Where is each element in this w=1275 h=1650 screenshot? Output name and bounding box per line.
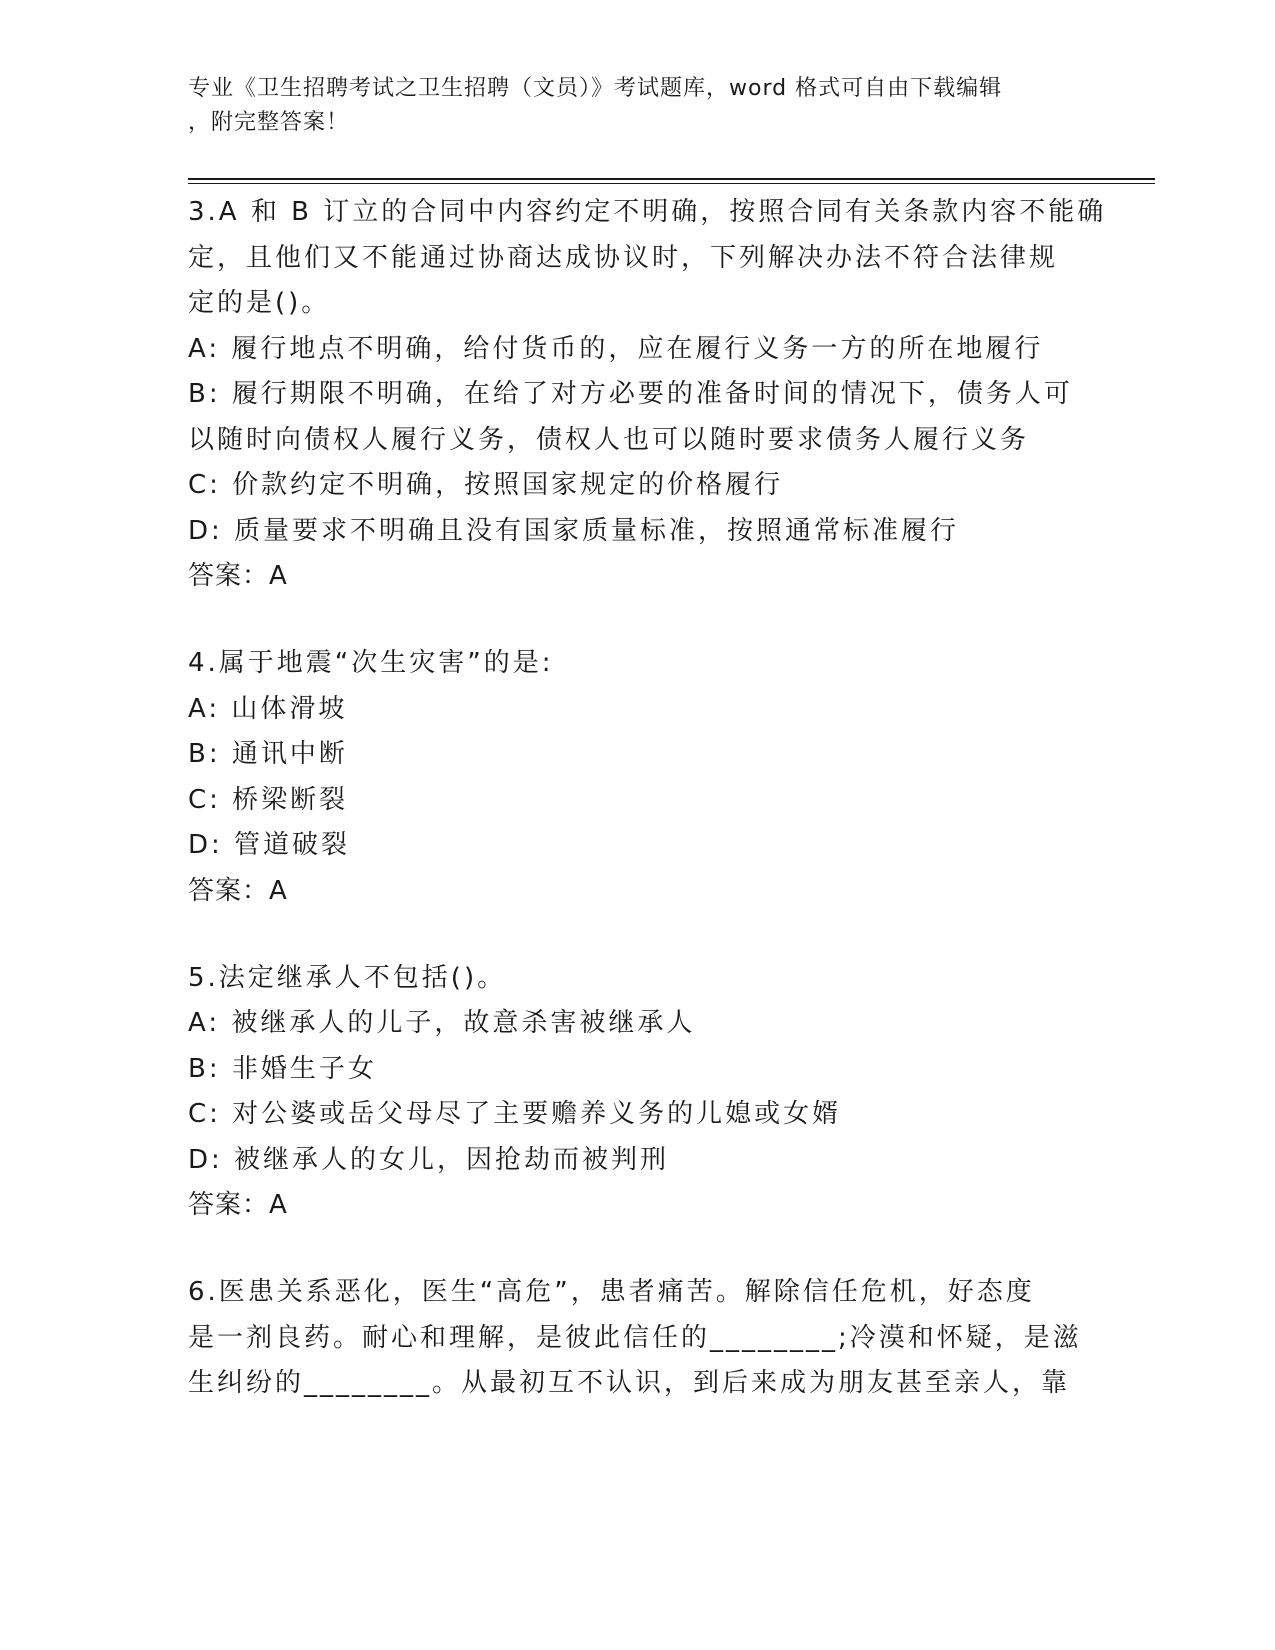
option-c: C: 桥梁断裂 bbox=[188, 784, 349, 815]
option-c: C: 价款约定不明确，按照国家规定的价格履行 bbox=[188, 470, 784, 500]
answer: 答案：A bbox=[188, 561, 288, 591]
option-b: B: 通讯中断 bbox=[188, 739, 348, 769]
option-a: A: 山体滑坡 bbox=[188, 693, 348, 724]
question-4 bbox=[188, 641, 1108, 914]
option-d: D: 管道破裂 bbox=[188, 830, 351, 860]
question-text: 5.法定继承人不包括()。 bbox=[188, 962, 507, 993]
question-5 bbox=[188, 956, 1108, 1229]
question-6 bbox=[188, 1270, 1108, 1407]
option-d: D: 质量要求不明确且没有国家质量标准，按照通常标准履行 bbox=[188, 515, 960, 546]
option-b: B: 履行期限不明确，在给了对方必要的准备时间的情况下，债务人可 bbox=[188, 379, 1073, 409]
header-divider-thick bbox=[188, 178, 1155, 180]
question-text: 定，且他们又不能通过协商达成协议时，下列解决办法不符合法律规 bbox=[188, 242, 1059, 273]
question-text: 3.A 和 B 订立的合同中内容约定不明确，按照合同有关条款内容不能确 bbox=[188, 197, 1107, 227]
header-line: 专业《卫生招聘考试之卫生招聘（文员）》考试题库，word 格式可自由下载编辑 bbox=[188, 76, 1003, 101]
question-3 bbox=[188, 190, 1108, 599]
header-divider-thin bbox=[188, 183, 1155, 184]
option-b-continued: 以随时向债权人履行义务，债权人也可以随时要求债务人履行义务 bbox=[188, 424, 1030, 455]
option-d: D: 被继承人的女儿，因抢劫而被判刑 bbox=[188, 1144, 670, 1175]
question-text: 生纠纷的________。从最初互不认识，到后来成为朋友甚至亲人，靠 bbox=[188, 1368, 1071, 1398]
question-list bbox=[188, 190, 1108, 1449]
question-text: 4.属于地震“次生灾害”的是: bbox=[188, 648, 554, 678]
header-line: ，附完整答案！ bbox=[188, 110, 350, 135]
question-text: 6.医患关系恶化，医生“高危”，患者痛苦。解除信任危机，好态度 bbox=[188, 1277, 1035, 1307]
question-text: 定的是()。 bbox=[188, 288, 331, 318]
option-a: A: 履行地点不明确，给付货币的，应在履行义务一方的所在地履行 bbox=[188, 333, 1044, 364]
option-b: B: 非婚生子女 bbox=[188, 1053, 377, 1084]
option-c: C: 对公婆或岳父母尽了主要赡养义务的儿媳或女婿 bbox=[188, 1099, 842, 1129]
document-header bbox=[188, 72, 1088, 140]
question-text: 是一剂良药。耐心和理解，是彼此信任的________;冷漠和怀疑，是滋 bbox=[188, 1322, 1082, 1353]
answer: 答案：A bbox=[188, 875, 288, 906]
option-a: A: 被继承人的儿子，故意杀害被继承人 bbox=[188, 1008, 696, 1038]
answer: 答案：A bbox=[188, 1190, 288, 1220]
